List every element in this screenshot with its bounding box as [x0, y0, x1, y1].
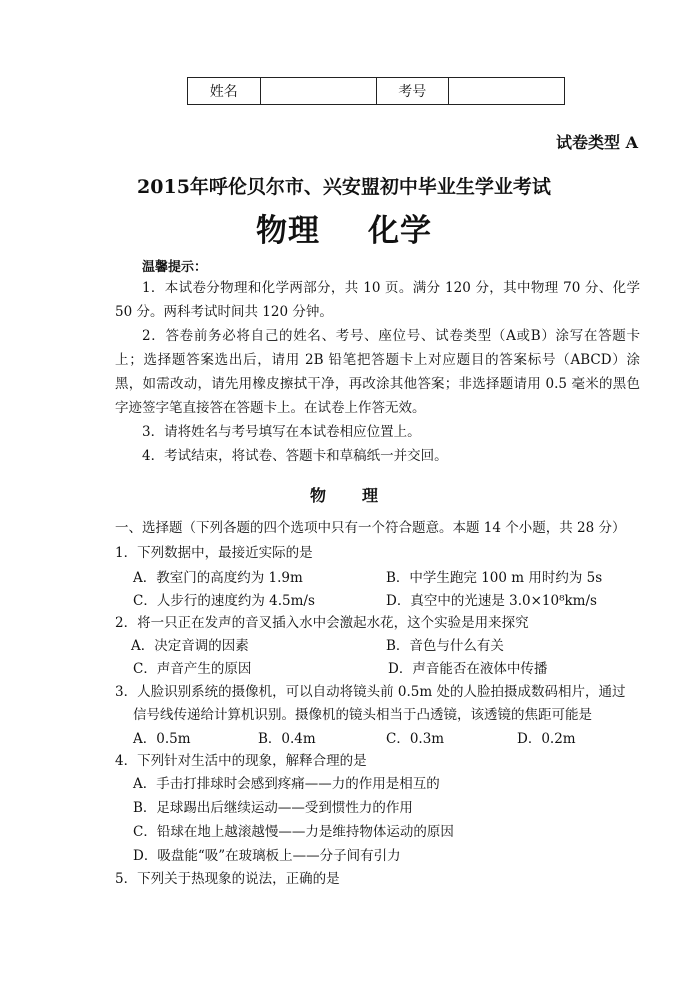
q3-option-b: B．0.4m: [258, 731, 316, 747]
q1-option-a: A．教室门的高度约为 1.9m: [133, 570, 303, 586]
q3-option-a: A．0.5m: [133, 731, 191, 747]
name-field[interactable]: [260, 78, 376, 105]
q4-option-d: D．吸盘能“吸”在玻璃板上——分子间有引力: [133, 848, 401, 864]
question-1-stem: 1．下列数据中，最接近实际的是: [115, 545, 313, 561]
q4-option-c: C．铅球在地上越滚越慢——力是维持物体运动的原因: [133, 824, 454, 840]
tip-item-3: 3．请将姓名与考号填写在本试卷相应位置上。: [142, 424, 421, 440]
q4-option-b: B．足球踢出后继续运动——受到惯性力的作用: [133, 800, 413, 816]
q2-option-b: B．音色与什么有关: [386, 638, 504, 654]
name-label: 姓名: [188, 78, 261, 105]
subject-chemistry: 化学: [368, 213, 432, 249]
section-title-a: 物: [309, 486, 326, 505]
subject-physics: 物理: [256, 213, 320, 249]
question-2-stem: 2．将一只正在发声的音叉插入水中会激起水花，这个实验是用来探究: [115, 615, 529, 631]
exam-id-label: 考号: [376, 78, 449, 105]
tip-item-1: 1．本试卷分物理和化学两部分，共 10 页。满分 120 分，其中物理 70 分、化学 50 分。两科考试时间共 120 分钟。: [115, 280, 640, 320]
q4-option-a: A．手击打排球时会感到疼痛——力的作用是相互的: [133, 776, 440, 792]
section-title: [0, 483, 688, 506]
q2-option-a: A．决定音调的因素: [131, 638, 249, 654]
section-title-b: 理: [362, 486, 379, 505]
q3-option-d: D．0.2m: [517, 731, 576, 747]
exam-id-field[interactable]: [449, 78, 565, 105]
tips-heading: 温馨提示：: [142, 260, 208, 275]
exam-title: 2015年呼伦贝尔市、兴安盟初中毕业生学业考试: [137, 176, 551, 198]
q2-option-c: C．声音产生的原因: [133, 661, 252, 677]
tip-item-4: 4．考试结束，将试卷、答题卡和草稿纸一并交回。: [142, 448, 448, 464]
subject-title: [0, 205, 688, 250]
part-heading: 一、选择题（下列各题的四个选项中只有一个符合题意。本题 14 个小题，共 28 分）: [115, 520, 626, 536]
question-3-stem-cont: 信号线传递给计算机识别。摄像机的镜头相当于凸透镜，该透镜的焦距可能是: [133, 707, 592, 723]
paper-type: 试卷类型 A: [556, 133, 638, 152]
question-5-stem: 5．下列关于热现象的说法，正确的是: [115, 871, 340, 887]
question-3-stem: 3．人脸识别系统的摄像机，可以自动将镜头前 0.5m 处的人脸拍摄成数码相片，通过: [115, 684, 626, 700]
q1-option-d: D．真空中的光速是 3.0×10⁸km/s: [386, 593, 597, 609]
q1-option-c: C．人步行的速度约为 4.5m/s: [133, 593, 315, 609]
q1-option-b: B．中学生跑完 100 m 用时约为 5s: [386, 570, 603, 586]
question-4-stem: 4．下列针对生活中的现象，解释合理的是: [115, 753, 367, 769]
tip-item-2: 2．答卷前务必将自己的姓名、考号、座位号、试卷类型（A或B）涂写在答题卡上；选择题答案选出后，请用 2B 铅笔把答题卡上对应题目的答案标号（ABCD）涂黑，如需改动，请先用橡皮擦拭干净，再改涂其他答案；非选择题请用 0.5 毫米的黑色字迹签字笔直接答在答题卡上。在试卷上作答无效。: [115, 328, 640, 416]
candidate-info-table: [187, 77, 565, 105]
q3-option-c: C．0.3m: [386, 731, 445, 747]
q2-option-d: D．声音能否在液体中传播: [388, 661, 548, 677]
